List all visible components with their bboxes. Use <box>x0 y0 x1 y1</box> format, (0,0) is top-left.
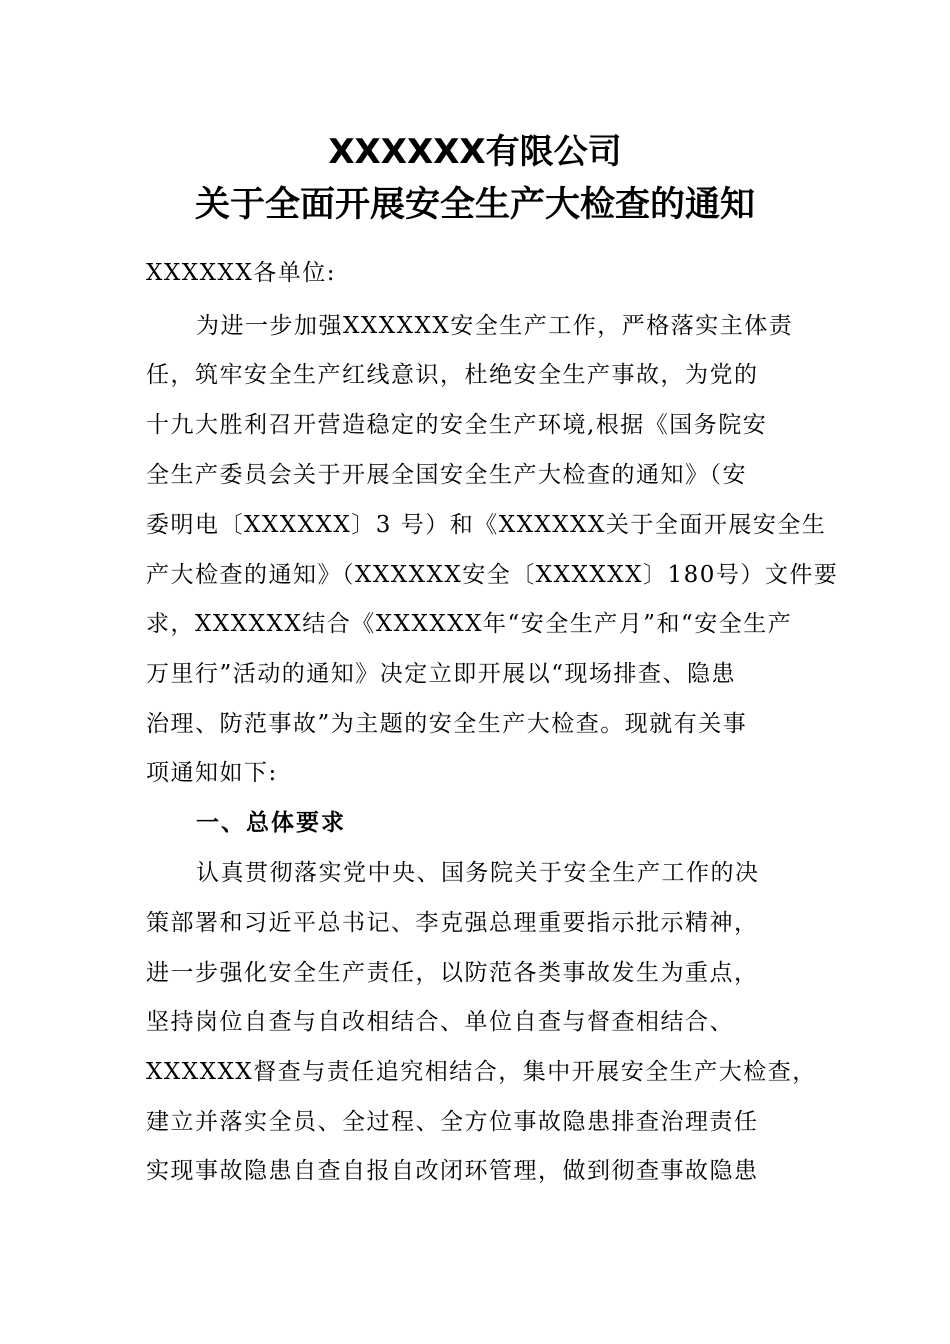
paragraph-1-line: 治理、防范事故”为主题的安全生产大检查。现就有关事 <box>146 711 748 737</box>
salutation: XXXXXX各单位: <box>146 260 336 286</box>
paragraph-2-line: 坚持岗位自查与自改相结合、单位自查与督查相结合、 <box>146 1009 734 1035</box>
document-title-company: XXXXXX有限公司 <box>328 132 622 172</box>
paragraph-1-line: 全生产委员会关于开展全国安全生产大检查的通知》（安 <box>146 462 747 488</box>
paragraph-1-line: 为进一步加强XXXXXX安全生产工作，严格落实主体责 <box>196 313 794 339</box>
paragraph-2-line: XXXXXX督查与责任追究相结合，集中开展安全生产大检查， <box>146 1059 817 1085</box>
paragraph-2-line: 进一步强化安全生产责任，以防范各类事故发生为重点， <box>146 960 759 986</box>
paragraph-1-line: 任，筑牢安全生产红线意识，杜绝安全生产事故，为党的 <box>146 362 759 388</box>
paragraph-1-line: 委明电〔XXXXXX〕3 号）和《XXXXXX关于全面开展安全生 <box>146 512 827 538</box>
paragraph-2-line: 实现事故隐患自查自报自改闭环管理，做到彻查事故隐患 <box>146 1158 759 1184</box>
paragraph-2-line: 策部署和习近平总书记、李克强总理重要指示批示精神， <box>146 910 759 936</box>
paragraph-2-line: 建立并落实全员、全过程、全方位事故隐患排查治理责任 <box>146 1109 759 1135</box>
section-heading-general-requirements: 一、总体要求 <box>196 810 346 836</box>
paragraph-1-line: 求，XXXXXX结合《XXXXXX年“安全生产月”和“安全生产 <box>146 611 793 637</box>
paragraph-1-line: 十九大胜利召开营造稳定的安全生产环境,根据《国务院安 <box>146 412 768 438</box>
document-title-notice: 关于全面开展安全生产大检查的通知 <box>194 185 755 225</box>
paragraph-2-line: 认真贯彻落实党中央、国务院关于安全生产工作的决 <box>196 860 760 886</box>
paragraph-1-line: 项通知如下: <box>146 760 278 786</box>
paragraph-1-line: 万里行”活动的通知》决定立即开展以“现场排查、隐患 <box>146 661 737 687</box>
paragraph-1-line: 产大检查的通知》（XXXXXX安全〔XXXXXX〕180号）文件要 <box>146 562 839 588</box>
